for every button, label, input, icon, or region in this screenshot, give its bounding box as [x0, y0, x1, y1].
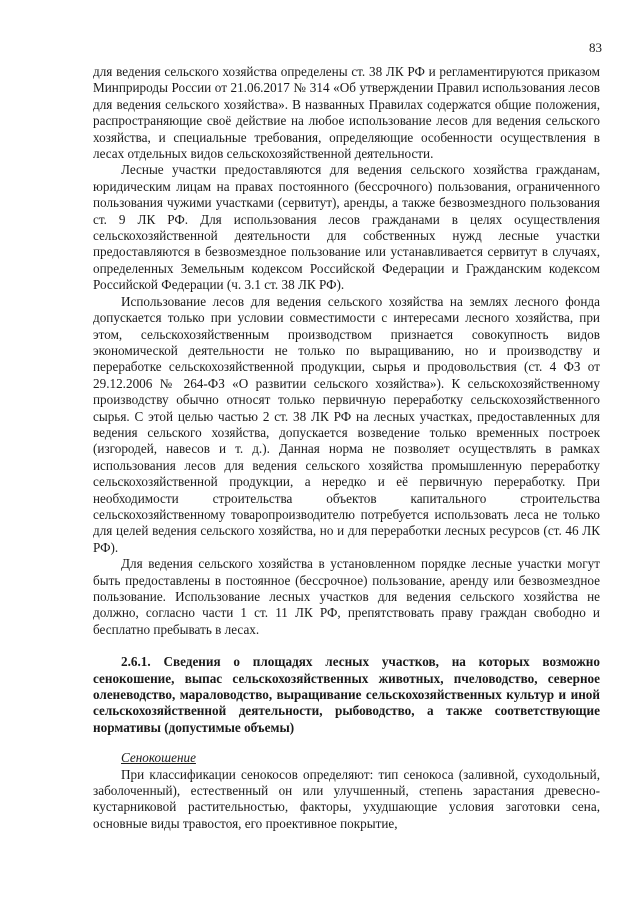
paragraph-continuation: для ведения сельского хозяйства определены ст. 38 ЛК РФ и регламентируются приказом Минприроды России от 21.06.2017 № 314 «Об утверждении Правил использования лесов для ведения сельского хозяйства». В названных Правилах содержатся общие положения, распространяющие своё действие на любое использование лесов для ведения сельского хозяйства, и специальные требования, определяющие особенности осуществления в лесах отдельных видов сельскохозяйственной деятельности.	[93, 64, 600, 162]
paragraph-provision: Для ведения сельского хозяйства в установленном порядке лесные участки могут быть предоставлены в постоянное (бессрочное) пользование, аренду или безвозмездное пользование. Использование лесных участков для ведения сельского хозяйства не должно, согласно части 1 ст. 11 ЛК РФ, препятствовать праву граждан свободно и бесплатно пребывать в лесах.	[93, 556, 600, 637]
paragraph-forest-use: Использование лесов для ведения сельского хозяйства на землях лесного фонда допускается только при условии совместимости с интересами лесного хозяйства, при этом, сельскохозяйственным производством признается совокупность видов экономической деятельности не только по выращиванию, но и производству и переработке сельскохозяйственной продукции, сырья и продовольствия (ст. 4 ФЗ от 29.12.2006 № 264-ФЗ «О развитии сельского хозяйства»). К сельскохозяйственному производству обычно относят только первичную переработку сельскохозяйственного сырья. С этой целью частью 2 ст. 38 ЛК РФ на лесных участках, предоставленных для ведения сельского хозяйства, допускается возведение только временных построек (изгородей, навесов и т. д.). Данная норма не позволяет осуществлять в рамках использования лесов для ведения сельского хозяйства промышленную переработку сельскохозяйственной продукции, а нередко и её первичную переработку. При необходимости строительства объектов капитального строительства сельскохозяйственному товаропроизводителю потребуется использовать леса не только для целей ведения сельского хозяйства, но и для переработки лесных ресурсов (ст. 46 ЛК РФ).	[93, 293, 600, 555]
page-number: 83	[589, 40, 602, 55]
document-body	[93, 64, 600, 832]
paragraph-hayfield-classification: При классификации сенокосов определяют: тип сенокоса (заливной, суходольный, заболоченный), естественный он или улучшенный, степень зарастания древесно-кустарниковой растительностью, факторы, ухудшающие условия заготовки сена, основные виды травостоя, его проективное покрытие,	[93, 766, 600, 831]
subheading-haymaking: Сенокошение	[121, 750, 196, 766]
paragraph-land-plots: Лесные участки предоставляются для ведения сельского хозяйства гражданам, юридическим лицам на правах постоянного (бессрочного) пользования, ограниченного пользования чужими участками (сервитут), аренды, а также безвозмездного пользования ст. 9 ЛК РФ. Для использования лесов гражданами в целях осуществления сельскохозяйственной деятельности для собственных нужд лесные участки предоставляются в безвозмездное пользование или устанавливается сервитут в случаях, определенных Земельным кодексом Российской Федерации и Гражданским кодексом Российской Федерации (ч. 3.1 ст. 38 ЛК РФ).	[93, 162, 600, 293]
section-heading: 2.6.1. Сведения о площадях лесных участков, на которых возможно сенокошение, выпас сельскохозяйственных животных, пчеловодство, северное оленеводство, мараловодство, выращивание сельскохозяйственных культур и иной сельскохозяйственной деятельности, рыбоводство, а также соответствующие нормативы (допустимые объемы)	[93, 654, 600, 735]
